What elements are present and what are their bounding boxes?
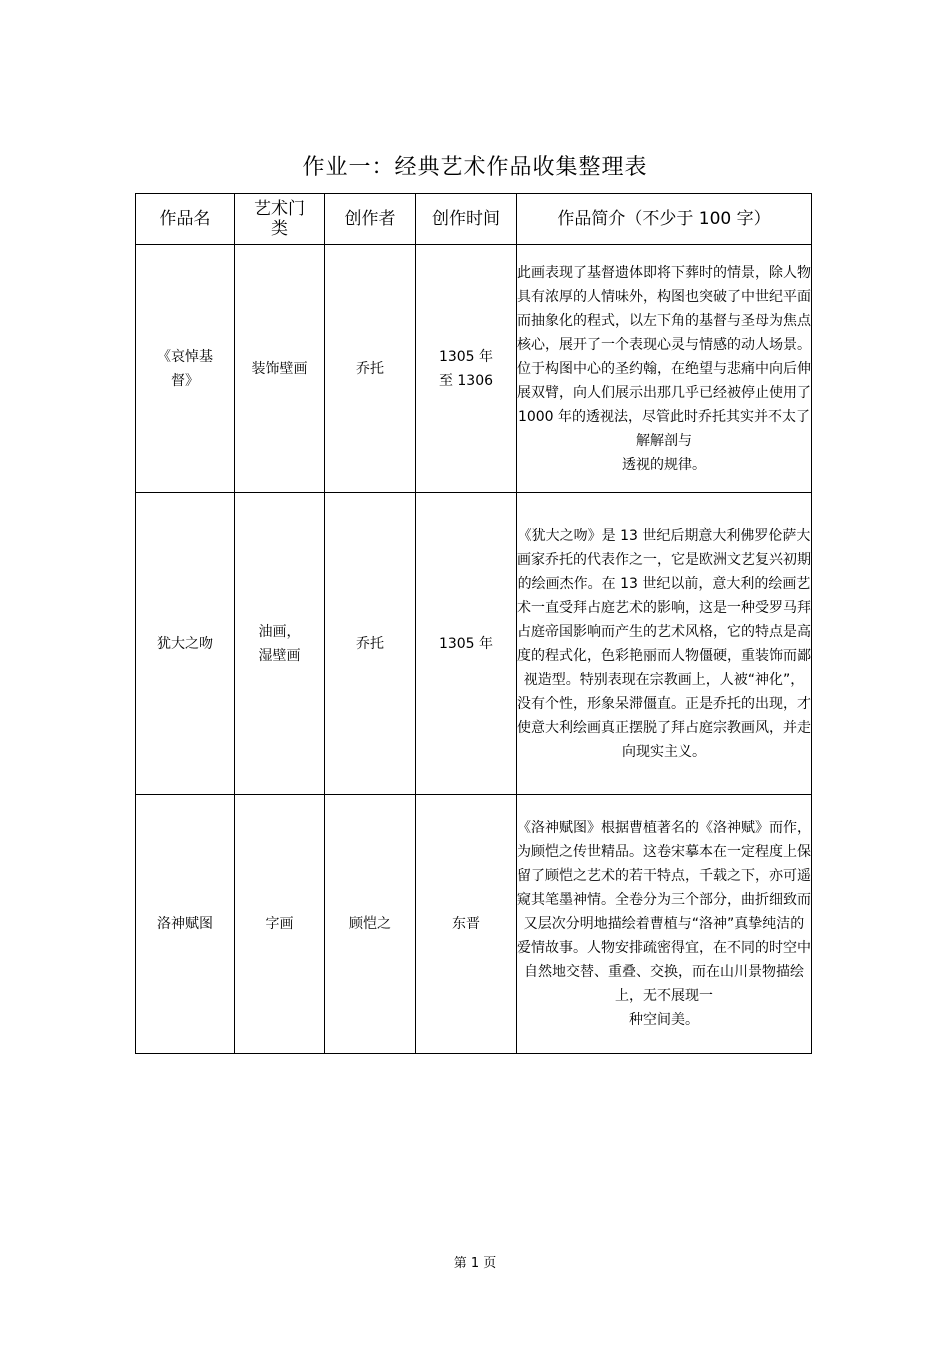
- page-title: 作业一：经典艺术作品收集整理表: [302, 155, 648, 180]
- artwork-table: [135, 193, 812, 1054]
- work-intro: 此画表现了基督遗体即将下葬时的情景，除人物具有浓厚的人情味外，构图也突破了中世纪平面而抽象化的程式，以左下角的基督与圣母为焦点核心，展开了一个表现心灵与情感的动人场景。位于构图中心的圣约翰，在绝望与悲痛中向后伸展双臂，向人们展示出那几乎已经被停止使用了 1000 年的透视法，尽管此时乔托其实并不太了解解剖与: [517, 264, 811, 449]
- work-name: 犹大之吻: [136, 493, 235, 795]
- work-intro-cell: [517, 493, 812, 795]
- page-number: 第 1 页: [453, 1256, 497, 1271]
- work-creator: 顾恺之: [325, 795, 416, 1054]
- header-creator: 创作者: [325, 194, 416, 245]
- table-row: [136, 493, 812, 795]
- work-name: 洛神赋图: [136, 795, 235, 1054]
- work-time: 东晋: [416, 795, 517, 1054]
- work-creator: 乔托: [325, 245, 416, 493]
- work-intro-last-line: 种空间美。: [629, 1012, 699, 1028]
- header-intro: 作品简介（不少于 100 字）: [517, 194, 812, 245]
- work-category: 装饰壁画: [235, 245, 325, 493]
- work-intro-last-line: 透视的规律。: [622, 456, 706, 473]
- work-intro: 《犹大之吻》是 13 世纪后期意大利佛罗伦萨大画家乔托的代表作之一，它是欧洲文艺复兴初期的绘画杰作。在 13 世纪以前，意大利的绘画艺术一直受拜占庭艺术的影响，这是一种受罗马拜占庭帝国影响而产生的艺术风格，它的特点是高度的程式化，色彩艳丽而人物僵硬，重装饰而鄙视造型。特别表现在宗教画上，人被“神化”，没有个性，形象呆滞僵直。正是乔托的出现，才使意大利绘画真正摆脱了拜占庭宗教画风，并走向现实主义。: [517, 527, 811, 760]
- work-time: 1305 年: [416, 493, 517, 795]
- header-category: 艺术门类: [235, 194, 325, 245]
- work-time: 1305 年至 1306: [416, 245, 517, 493]
- work-category: 油画，湿壁画: [235, 493, 325, 795]
- table-header-row: [136, 194, 812, 245]
- header-time: 创作时间: [416, 194, 517, 245]
- table-row: [136, 245, 812, 493]
- table-row: [136, 795, 812, 1054]
- work-category: 字画: [235, 795, 325, 1054]
- work-intro-cell: [517, 245, 812, 493]
- header-name: 作品名: [136, 194, 235, 245]
- work-intro: 《洛神赋图》根据曹植著名的《洛神赋》而作，为顾恺之传世精品。这卷宋摹本在一定程度上保留了顾恺之艺术的若干特点，千载之下，亦可遥窥其笔墨神情。全卷分为三个部分，曲折细致而又层次分明地描绘着曹植与“洛神”真挚纯洁的爱情故事。人物安排疏密得宜，在不同的时空中自然地交替、重叠、交换，而在山川景物描绘上，无不展现一: [517, 820, 811, 1004]
- work-name: 《哀悼基督》: [136, 245, 235, 493]
- work-intro-cell: [517, 795, 812, 1054]
- work-creator: 乔托: [325, 493, 416, 795]
